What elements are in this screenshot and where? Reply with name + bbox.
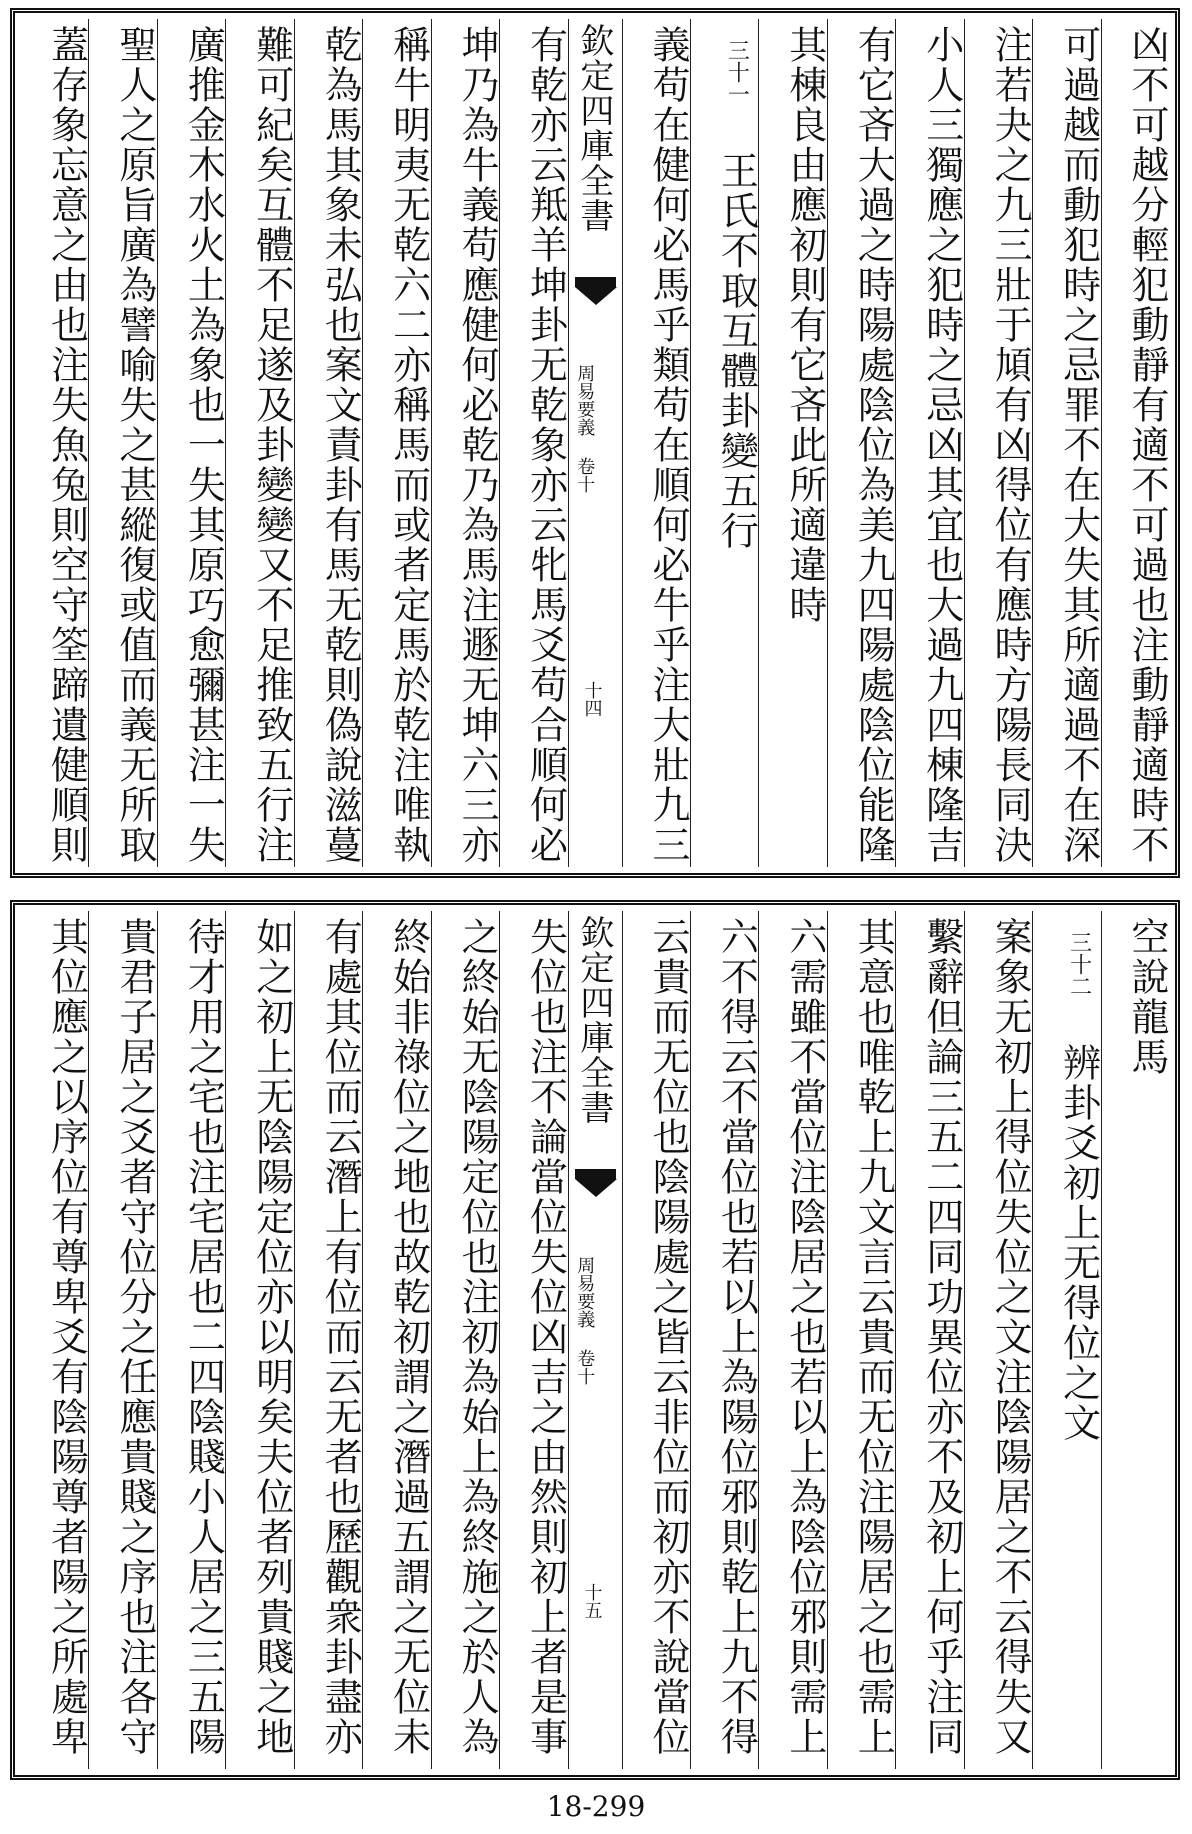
- upper-page: [10, 8, 1180, 878]
- text-column: 之終始无陰陽定位也注初為始上為終施之於人為: [431, 911, 499, 1769]
- text-column: 小人三獨應之犯時之忌凶其宜也大過九四棟隆吉: [895, 19, 963, 867]
- text-column: 失位也注不論當位失位凶吉之由然則初上者是事: [499, 911, 567, 1769]
- text-column: 案象无初上得位失位之文注陰陽居之不云得失又: [964, 911, 1032, 1769]
- text-column: 有乾亦云羝羊坤卦无乾象亦云牝馬爻苟合順何必: [499, 19, 567, 867]
- text-column: 乾為馬其象未弘也案文責卦有馬无乾則偽說滋蔓: [294, 19, 362, 867]
- section-heading-text: 辨卦爻初上无得位之文: [1056, 1043, 1101, 1443]
- section-number: 三十二: [1066, 931, 1092, 997]
- fish-tail-mark: [575, 277, 616, 317]
- book-title: 欽定四庫全書: [573, 23, 614, 233]
- text-column: 六不得云不當位也若以上為陽位邪則乾上九不得: [690, 911, 758, 1769]
- text-column: 注若夬之九三壯于頄有凶得位有應時方陽長同決: [964, 19, 1032, 867]
- text-column: 義苟在健何必馬乎類苟在順何必牛乎注大壯九三: [622, 19, 690, 867]
- text-column: 貴君子居之爻者守位分之任應貴賤之序也注各守: [88, 911, 156, 1769]
- volume-label: 周易要義 卷十: [574, 1256, 596, 1385]
- lower-page: [10, 900, 1180, 1780]
- leaf-number: 十五: [581, 1583, 603, 1619]
- section-number: 三十一: [724, 39, 750, 105]
- text-column: 可過越而動犯時之忌罪不在大失其所適過不在深: [1032, 19, 1100, 867]
- text-column: 終始非祿位之地也故乾初謂之潛過五謂之无位未: [362, 911, 430, 1769]
- text-column: 繫辭但論三五二四同功異位亦不及初上何乎注同: [895, 911, 963, 1769]
- text-column: 有處其位而云潛上有位而云无者也歷觀衆卦盡亦: [294, 911, 362, 1769]
- text-column: 聖人之原旨廣為譬喻失之甚縱復或值而義无所取: [88, 19, 156, 867]
- center-fold: [568, 19, 622, 867]
- text-column: 蓋存象忘意之由也注失魚兔則空守筌蹄遺健順則: [44, 25, 89, 865]
- text-column: 有它吝大過之時陽處陰位為美九四陽處陰位能隆: [827, 19, 895, 867]
- text-column: 如之初上无陰陽定位亦以明矣夫位者列貴賤之地: [225, 911, 293, 1769]
- center-fold: [568, 911, 622, 1769]
- text-column: 其位應之以序位有尊卑爻有陰陽尊者陽之所處卑: [44, 917, 89, 1757]
- text-column: 待才用之宅也注宅居也二四陰賤小人居之三五陽: [157, 911, 225, 1769]
- upper-columns: [21, 19, 1169, 867]
- text-column: 難可紀矣互體不足遂及卦變變又不足推致五行注: [225, 19, 293, 867]
- text-column: 稱牛明夷无乾六二亦稱馬而或者定馬於乾注唯執: [362, 19, 430, 867]
- section-heading: [690, 19, 758, 867]
- text-column: 廣推金木水火土為象也一失其原巧愈彌甚注一失: [157, 19, 225, 867]
- lower-columns: [21, 911, 1169, 1769]
- text-column: 空說龍馬: [1101, 911, 1169, 1769]
- text-column: 云貴而无位也陰陽處之皆云非位而初亦不說當位: [622, 911, 690, 1769]
- leaf-number: 十四: [581, 681, 603, 717]
- section-heading-text: 王氏不取互體卦變五行: [714, 151, 759, 551]
- volume-label: 周易要義 卷十: [574, 364, 596, 493]
- text-column: 凶不可越分輕犯動靜有適不可過也注動靜適時不: [1101, 19, 1169, 867]
- book-title: 欽定四庫全書: [573, 915, 614, 1125]
- text-column: 其意也唯乾上九文言云貴而无位注陽居之也需上: [827, 911, 895, 1769]
- text-column: 六需雖不當位注陰居之也若以上為陰位邪則需上: [758, 911, 826, 1769]
- folio-number: 18-299: [546, 1790, 646, 1823]
- section-heading: [1032, 911, 1100, 1769]
- text-column: 其棟良由應初則有它吝此所適違時: [758, 19, 826, 867]
- fish-tail-mark: [575, 1169, 616, 1209]
- text-column: 坤乃為牛義苟應健何必乾乃為馬注遯无坤六三亦: [431, 19, 499, 867]
